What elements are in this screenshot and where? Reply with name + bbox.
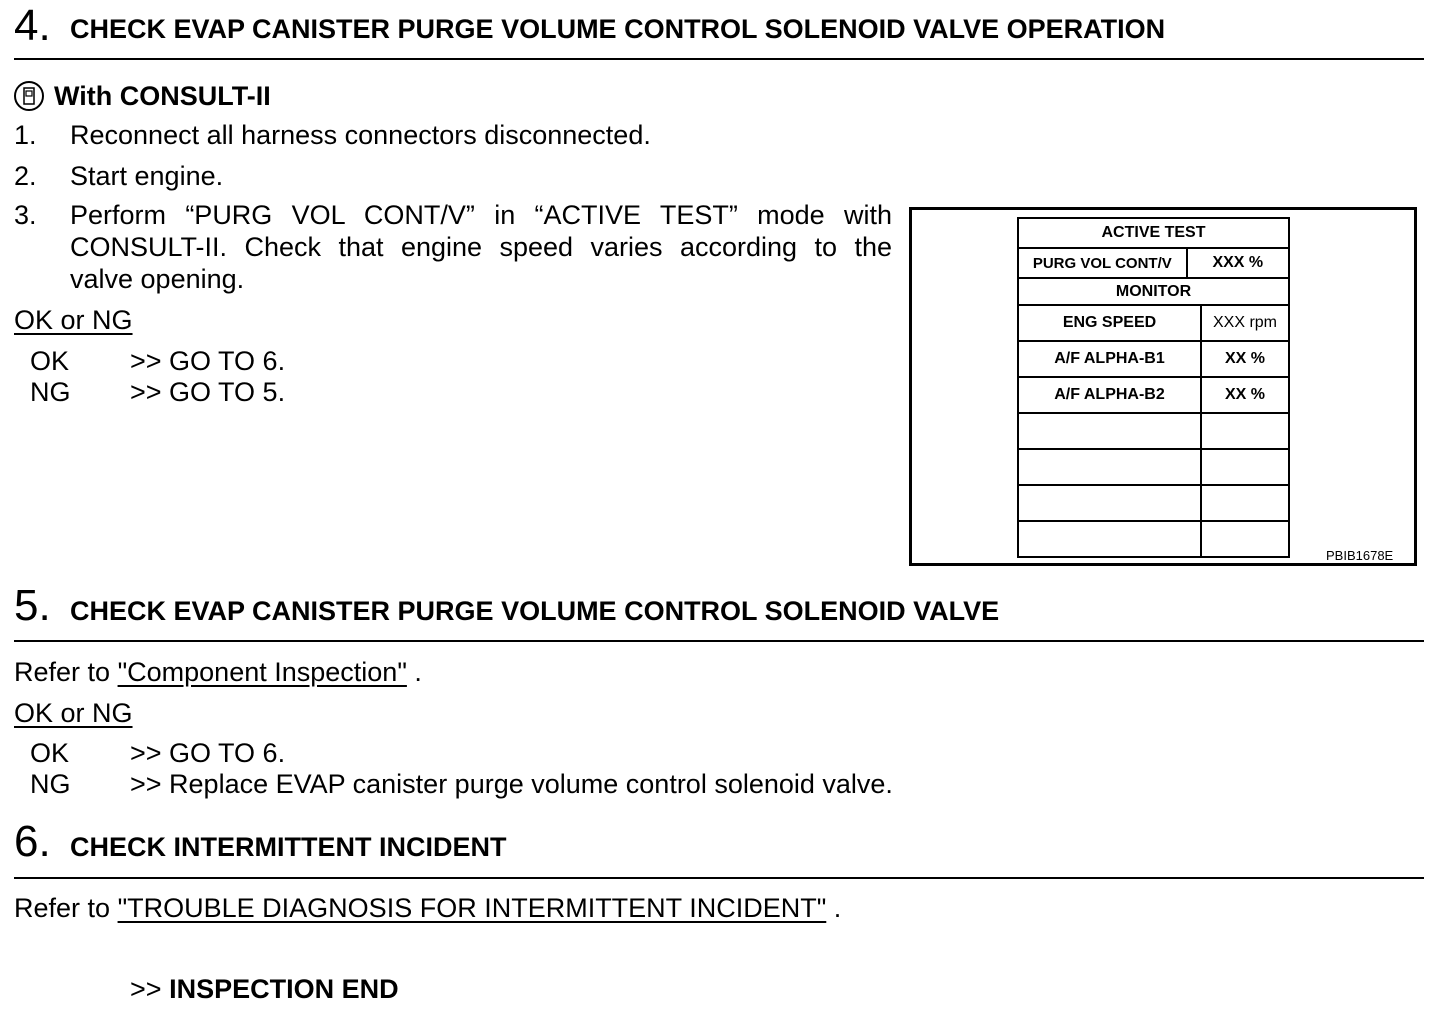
step-5-ok-label: OK [30, 738, 70, 768]
step-5-ok-or-ng: OK or NG [14, 698, 133, 728]
step-4-divider [14, 58, 1424, 60]
step-4-ok-result: >> GO TO 6. [130, 346, 286, 376]
step-4-item-2-num: 2. [14, 161, 37, 191]
step-4-title: CHECK EVAP CANISTER PURGE VOLUME CONTROL SOLENOID VALVE OPERATION [70, 14, 1166, 44]
step-4-item-3-line-1: Perform “PURG VOL CONT/V” in “ACTIVE TEST” mode with [70, 200, 892, 230]
step-4-ok-label: OK [30, 346, 70, 376]
step-4-item-1-text: Reconnect all harness connectors disconnected. [70, 120, 651, 150]
refer-prefix: Refer to [14, 893, 111, 923]
empty-cell [1018, 521, 1201, 557]
consult-icon [14, 81, 44, 111]
step-6-divider [14, 877, 1424, 879]
monitor-row-label: A/F ALPHA-B2 [1018, 377, 1201, 413]
monitor-row-value: XXX rpm [1201, 305, 1289, 341]
with-consult-heading [14, 80, 271, 112]
intermittent-incident-link[interactable]: "TROUBLE DIAGNOSIS FOR INTERMITTENT INCIDENT" [117, 893, 827, 923]
step-4-ok-or-ng: OK or NG [14, 305, 133, 335]
purg-vol-label: PURG VOL CONT/V [1018, 248, 1187, 278]
purg-vol-value: XXX % [1187, 248, 1289, 278]
step-4-number: 4. [14, 1, 51, 50]
monitor-row-label: A/F ALPHA-B1 [1018, 341, 1201, 377]
step-4-ng-result: >> GO TO 5. [130, 377, 286, 407]
with-consult-label: With CONSULT-II [54, 81, 271, 111]
step-5-refer [14, 656, 422, 688]
step-6-refer [14, 892, 841, 924]
monitor-row-value: XX % [1201, 341, 1289, 377]
inspection-end [130, 973, 399, 1005]
step-5-ng-result: >> Replace EVAP canister purge volume control solenoid valve. [130, 769, 893, 799]
refer-suffix: . [414, 657, 422, 687]
active-test-title: ACTIVE TEST [1018, 218, 1289, 248]
step-4-item-3-line-3: valve opening. [70, 264, 245, 294]
step-4-item-3-num: 3. [14, 200, 37, 230]
empty-cell [1201, 413, 1289, 449]
step-4-item-2-text: Start engine. [70, 161, 224, 191]
active-test-table [1017, 217, 1290, 306]
step-4-item-1-num: 1. [14, 120, 37, 150]
monitor-table [1017, 304, 1290, 558]
monitor-row-label: ENG SPEED [1018, 305, 1201, 341]
empty-cell [1018, 449, 1201, 485]
component-inspection-link[interactable]: "Component Inspection" [117, 657, 407, 687]
step-6-title: CHECK INTERMITTENT INCIDENT [70, 832, 507, 862]
refer-suffix: . [833, 893, 842, 923]
empty-cell [1018, 413, 1201, 449]
empty-cell [1201, 521, 1289, 557]
refer-prefix: Refer to [14, 657, 111, 687]
step-4-ng-label: NG [30, 377, 71, 407]
step-5-ng-label: NG [30, 769, 71, 799]
step-5-title: CHECK EVAP CANISTER PURGE VOLUME CONTROL SOLENOID VALVE [70, 596, 1000, 626]
step-5-divider [14, 640, 1424, 642]
step-5-ok-result: >> GO TO 6. [130, 738, 286, 768]
monitor-label: MONITOR [1018, 278, 1289, 305]
empty-cell [1201, 485, 1289, 521]
empty-cell [1018, 485, 1201, 521]
monitor-row-value: XX % [1201, 377, 1289, 413]
empty-cell [1201, 449, 1289, 485]
step-5-number: 5. [14, 581, 51, 630]
end-prefix: >> [130, 974, 162, 1004]
step-6-number: 6. [14, 817, 51, 866]
end-text: INSPECTION END [169, 974, 399, 1004]
step-4-item-3-line-2: CONSULT-II. Check that engine speed varies according to the [70, 232, 892, 262]
figure-ref-code: PBIB1678E [1326, 548, 1394, 563]
